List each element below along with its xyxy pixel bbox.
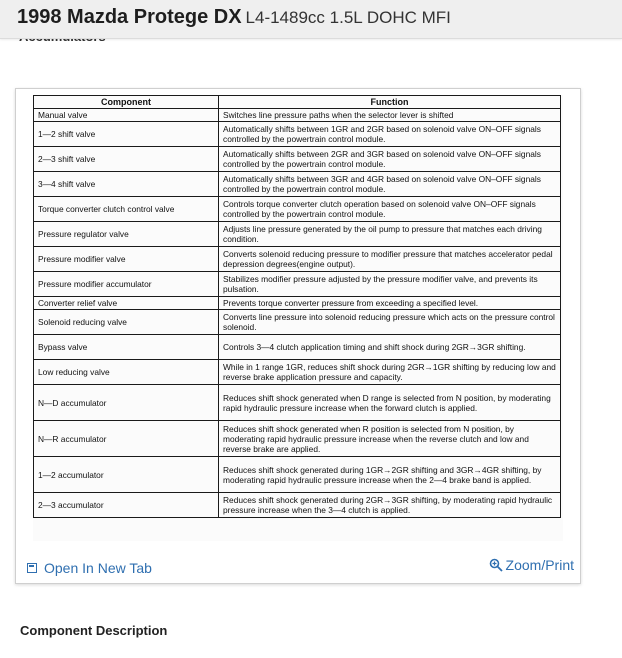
- table-row: [34, 457, 561, 493]
- table-row: [34, 310, 561, 335]
- function-cell: Controls torque converter clutch operation based on solenoid valve ON–OFF signals controlled by the powertrain control module.: [219, 197, 561, 222]
- function-cell: Adjusts line pressure generated by the oil pump to pressure that matches each driving condition.: [219, 222, 561, 247]
- component-cell: 1—2 shift valve: [34, 122, 219, 147]
- component-cell: 1—2 accumulator: [34, 457, 219, 493]
- component-cell: N—D accumulator: [34, 385, 219, 421]
- zoom-print-link[interactable]: [489, 557, 574, 573]
- function-cell: Automatically shifts between 3GR and 4GR based on solenoid valve ON–OFF signals controlled by the powertrain control module.: [219, 172, 561, 197]
- table-row: [34, 222, 561, 247]
- table-row: [34, 297, 561, 310]
- component-cell: Pressure modifier valve: [34, 247, 219, 272]
- image-card: [15, 88, 581, 584]
- function-cell: Reduces shift shock generated during 1GR→2GR shifting and 3GR→4GR shifting, by moderating rapid hydraulic pressure increase when the 2—4 brake band is applied.: [219, 457, 561, 493]
- function-cell: Reduces shift shock generated during 2GR→3GR shifting, by moderating rapid hydraulic pressure increase when the 3—4 clutch is applied.: [219, 493, 561, 518]
- function-cell: Controls 3—4 clutch application timing and shift shock during 2GR→3GR shifting.: [219, 335, 561, 360]
- component-cell: Manual valve: [34, 109, 219, 122]
- table-row: [34, 247, 561, 272]
- component-cell: 2—3 shift valve: [34, 147, 219, 172]
- component-cell: N—R accumulator: [34, 421, 219, 457]
- component-cell: 3—4 shift valve: [34, 172, 219, 197]
- column-header-function: Function: [219, 96, 561, 109]
- vehicle-name: 1998 Mazda Protege DX: [17, 6, 242, 28]
- open-in-new-tab-link[interactable]: [27, 560, 152, 576]
- open-in-new-tab-label: Open In New Tab: [44, 560, 152, 576]
- card-footer: [16, 549, 580, 583]
- component-cell: Bypass valve: [34, 335, 219, 360]
- table-row: [34, 335, 561, 360]
- function-cell: Prevents torque converter pressure from exceeding a specified level.: [219, 297, 561, 310]
- table-row: [34, 147, 561, 172]
- zoom-magnifier-icon: [489, 558, 503, 572]
- function-cell: Stabilizes modifier pressure adjusted by the pressure modifier valve, and prevents its pulsation.: [219, 272, 561, 297]
- vehicle-title: [17, 6, 451, 29]
- function-cell: Converts line pressure into solenoid reducing pressure which acts on the pressure control solenoid.: [219, 310, 561, 335]
- table-row: [34, 172, 561, 197]
- function-cell: Switches line pressure paths when the selector lever is shifted: [219, 109, 561, 122]
- function-cell: Reduces shift shock generated when D range is selected from N position, by moderating rapid hydraulic pressure increase when the forward clutch is applied.: [219, 385, 561, 421]
- component-cell: 2—3 accumulator: [34, 493, 219, 518]
- table-row: [34, 272, 561, 297]
- engine-subtitle: L4-1489cc 1.5L DOHC MFI: [245, 8, 451, 27]
- function-cell: Automatically shifts between 2GR and 3GR based on solenoid valve ON–OFF signals controlled by the powertrain control module.: [219, 147, 561, 172]
- table-row: [34, 109, 561, 122]
- open-in-new-tab-icon: [27, 563, 37, 573]
- table-row: [34, 122, 561, 147]
- component-cell: Torque converter clutch control valve: [34, 197, 219, 222]
- function-cell: Converts solenoid reducing pressure to modifier pressure that matches accelerator pedal depression degrees(engine output).: [219, 247, 561, 272]
- component-cell: Pressure regulator valve: [34, 222, 219, 247]
- component-cell: Solenoid reducing valve: [34, 310, 219, 335]
- table-row: [34, 421, 561, 457]
- table-row: [34, 385, 561, 421]
- component-description-heading: Component Description: [20, 623, 168, 638]
- table-row: [34, 360, 561, 385]
- table-row: [34, 197, 561, 222]
- function-cell: While in 1 range 1GR, reduces shift shock during 2GR→1GR shifting by reducing low and reverse brake application pressure and capacity.: [219, 360, 561, 385]
- table-row: [34, 493, 561, 518]
- table-header-row: [34, 96, 561, 109]
- component-cell: Pressure modifier accumulator: [34, 272, 219, 297]
- component-cell: Low reducing valve: [34, 360, 219, 385]
- page-header: [0, 0, 622, 39]
- function-cell: Automatically shifts between 1GR and 2GR based on solenoid valve ON–OFF signals controlled by the powertrain control module.: [219, 122, 561, 147]
- function-cell: Reduces shift shock generated when R position is selected from N position, by moderating rapid hydraulic pressure increase when the reverse clutch and low and reverse brake are applied.: [219, 421, 561, 457]
- component-function-table: [33, 95, 561, 518]
- component-cell: Converter relief valve: [34, 297, 219, 310]
- zoom-print-label: Zoom/Print: [505, 557, 574, 573]
- column-header-component: Component: [34, 96, 219, 109]
